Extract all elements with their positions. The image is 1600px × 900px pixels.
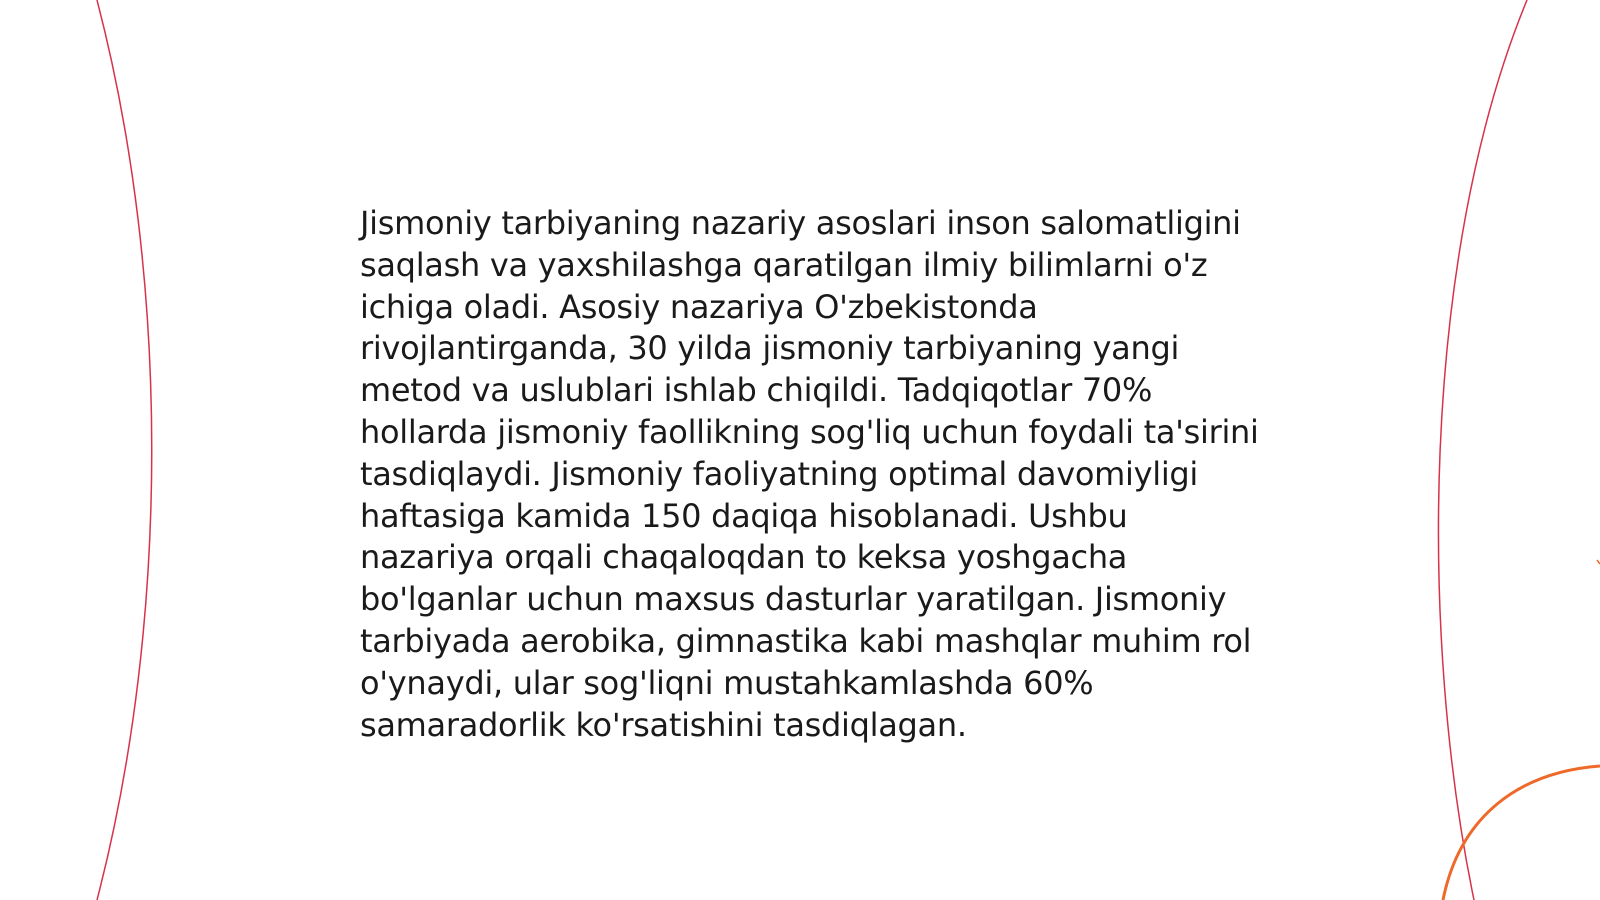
slide-body-text: Jismoniy tarbiyaning nazariy asoslari inson salomatligini saqlash va yaxshilashga qaratilgan ilmiy bilimlarni o'z ichiga oladi. Asosiy nazariya O'zbekistonda rivojlantirganda, 30 yilda jismoniy tarbiyaning yangi metod va uslublari ishlab chiqildi. Tadqiqotlar 70% hollarda jismoniy faollikning sog'liq uchun foydali ta'sirini tasdiqlaydi. Jismoniy faoliyatning optimal davomiyligi haftasiga kamida 150 daqiqa hisoblanadi. Ushbu nazariya orqali chaqaloqdan to keksa yoshgacha bo'lganlar uchun maxsus dasturlar yaratilgan. Jismoniy tarbiyada aerobika, gimnastika kabi mashqlar muhim rol o'ynaydi, ular sog'liqni mustahkamlashda 60% samaradorlik ko'rsatishini tasdiqlagan. [360,204,1259,744]
orange-arc [1443,766,1600,900]
left-curve-line [97,0,152,900]
right-curve-line [1438,0,1527,900]
